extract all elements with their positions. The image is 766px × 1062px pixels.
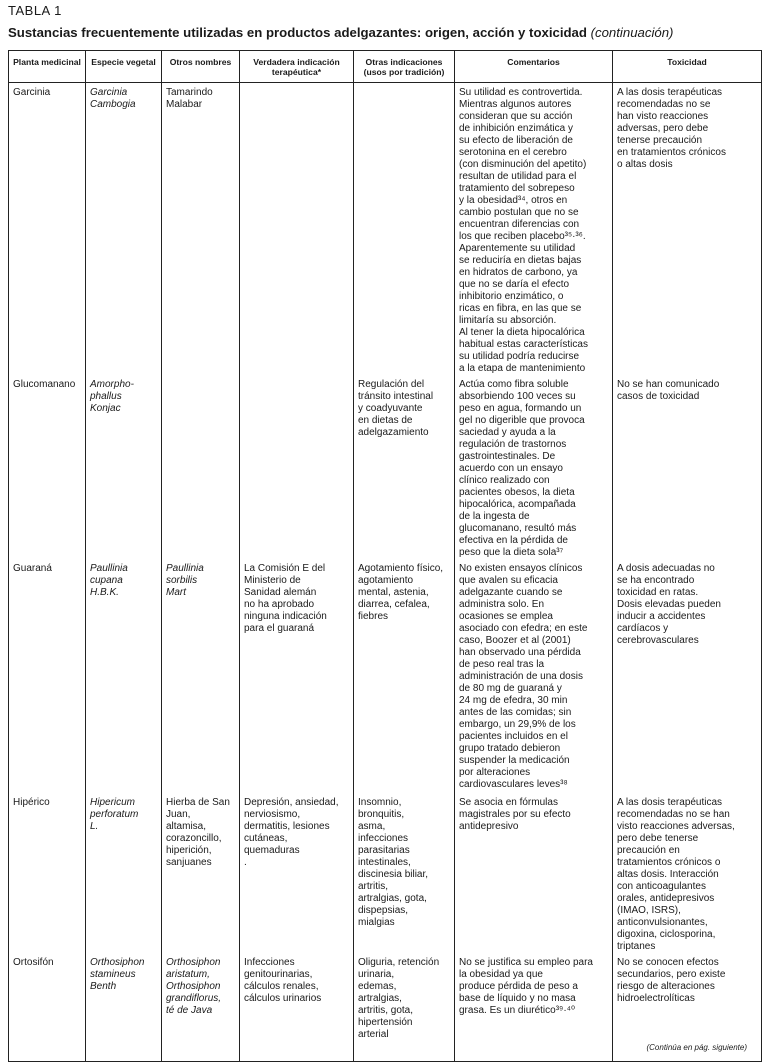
cell-comentarios: Actúa como fibra soluble absorbiendo 100 veces su peso en agua, formando un gel no digerible que provoca saciedad y ayuda a la regulación de trastornos gastrointestinales. De acuerdo con un ensayo clínico realizado con pacientes obesos, la dieta hipocalórica, acompañada de la ingesta de glucomanano, resultó más efectiva en la pérdida de peso que la dieta sola³⁷ (455, 375, 613, 559)
table-row (9, 375, 762, 559)
cell-indicacion (240, 375, 354, 559)
cell-toxicidad: A dosis adecuadas no se ha encontrado toxicidad en ratas. Dosis elevadas pueden inducir a accidentes cardíacos y cerebrovasculares (613, 559, 762, 793)
header-otras-indicaciones: Otras indicaciones (usos por tradición) (354, 51, 455, 83)
table-caption (8, 25, 673, 40)
header-especie: Especie vegetal (86, 51, 162, 83)
substances-table (8, 50, 762, 1062)
cell-planta: Ortosifón (9, 953, 86, 1062)
cell-indicacion: Infecciones genitourinarias, cálculos renales, cálculos urinarios (240, 953, 354, 1062)
cell-planta: Garcinia (9, 82, 86, 375)
cell-planta: Guaraná (9, 559, 86, 793)
cell-otras: Oliguria, retención urinaria, edemas, artralgias, artritis, gota, hipertensión arterial (354, 953, 455, 1062)
header-otros-nombres: Otros nombres (162, 51, 240, 83)
header-comentarios: Comentarios (455, 51, 613, 83)
table-row (9, 793, 762, 953)
cell-toxicidad: No se han comunicado casos de toxicidad (613, 375, 762, 559)
caption-main: Sustancias frecuentemente utilizadas en productos adelgazantes: origen, acción y toxicidad (8, 25, 587, 40)
caption-continuation: (continuación) (590, 25, 674, 40)
continuation-note: (Continúa en pág. siguiente) (646, 1043, 747, 1053)
table-row (9, 953, 762, 1062)
cell-especie: Paullinia cupana H.B.K. (86, 559, 162, 793)
cell-indicacion (240, 82, 354, 375)
cell-planta: Hipérico (9, 793, 86, 953)
cell-comentarios: No existen ensayos clínicos que avalen su eficacia adelgazante cuando se administra solo. En ocasiones se emplea asociado con efedra; en este caso, Boozer et al (2001) han observado una pérdida de peso real tras la administración de una dosis de 80 mg de guaraná y 24 mg de efedra, 30 min antes de las comidas; sin embargo, un 29,9% de los pacientes incluidos en el grupo tratado debieron suspender la medicación por alteraciones cardiovasculares leves³⁸ (455, 559, 613, 793)
cell-indicacion: La Comisión E del Ministerio de Sanidad alemán no ha aprobado ninguna indicación para el guaraná (240, 559, 354, 793)
cell-otras: Regulación del tránsito intestinal y coadyuvante en dietas de adelgazamiento (354, 375, 455, 559)
header-toxicidad: Toxicidad (613, 51, 762, 83)
cell-toxicidad: No se conocen efectos secundarios, pero existe riesgo de alteraciones hidroelectrolíticas (Continúa en pág. siguiente) (613, 953, 762, 1062)
cell-especie: Hipericum perforatum L. (86, 793, 162, 953)
cell-otros: Tamarindo Malabar (162, 82, 240, 375)
table-row (9, 82, 762, 375)
cell-comentarios: No se justifica su empleo para la obesidad ya que produce pérdida de peso a base de líquido y no masa grasa. Es un diurético³⁹·⁴⁰ (455, 953, 613, 1062)
table-label: TABLA 1 (8, 3, 62, 18)
cell-otros (162, 375, 240, 559)
cell-toxicidad: A las dosis terapéuticas recomendadas no se han visto reacciones adversas, pero debe tenerse precaución en tratamientos crónicos o altas dosis. Interacción con anticoagulantes orales, antidepresivos (IMAO, ISRS), anticonvulsionantes, digoxina, ciclosporina, triptanes (613, 793, 762, 953)
cell-especie: Orthosiphon stamineus Benth (86, 953, 162, 1062)
cell-otras (354, 82, 455, 375)
header-indicacion: Verdadera indicación terapéutica* (240, 51, 354, 83)
cell-toxicidad: A las dosis terapéuticas recomendadas no se han visto reacciones adversas, pero debe tenerse precaución en tratamientos crónicos o altas dosis (613, 82, 762, 375)
cell-especie: Garcinia Cambogia (86, 82, 162, 375)
cell-otros: Paullinia sorbilis Mart (162, 559, 240, 793)
cell-otras: Insomnio, bronquitis, asma, infecciones parasitarias intestinales, discinesia biliar, artritis, artralgias, gota, dispepsias, mialgias (354, 793, 455, 953)
cell-comentarios: Su utilidad es controvertida. Mientras algunos autores consideran que su acción de inhibición enzimática y su efecto de liberación de serotonina en el cerebro (con disminución del apetito) resultan de utilidad para el tratamiento del sobrepeso y la obesidad³⁴, otros en cambio postulan que no se encuentran diferencias con los que reciben placebo³⁵·³⁶. Aparentemente su utilidad se reduciría en dietas bajas en hidratos de carbono, ya que no se daría el efecto inhibitorio enzimático, o ricas en fibra, en las que se limitaría su absorción. Al tener la dieta hipocalórica habitual estas características su utilidad podría reducirse a la etapa de mantenimiento (455, 82, 613, 375)
table-row (9, 559, 762, 793)
cell-otros: Orthosiphon aristatum, Orthosiphon grandiflorus, té de Java (162, 953, 240, 1062)
cell-especie: Amorpho- phallus Konjac (86, 375, 162, 559)
cell-otras: Agotamiento físico, agotamiento mental, astenia, diarrea, cefalea, fiebres (354, 559, 455, 793)
header-row (9, 51, 762, 83)
cell-otros: Hierba de San Juan, altamisa, corazoncillo, hiperición, sanjuanes (162, 793, 240, 953)
cell-planta: Glucomanano (9, 375, 86, 559)
cell-comentarios: Se asocia en fórmulas magistrales por su efecto antidepresivo (455, 793, 613, 953)
header-planta: Planta medicinal (9, 51, 86, 83)
cell-indicacion: Depresión, ansiedad, nerviosismo, dermatitis, lesiones cutáneas, quemaduras . (240, 793, 354, 953)
